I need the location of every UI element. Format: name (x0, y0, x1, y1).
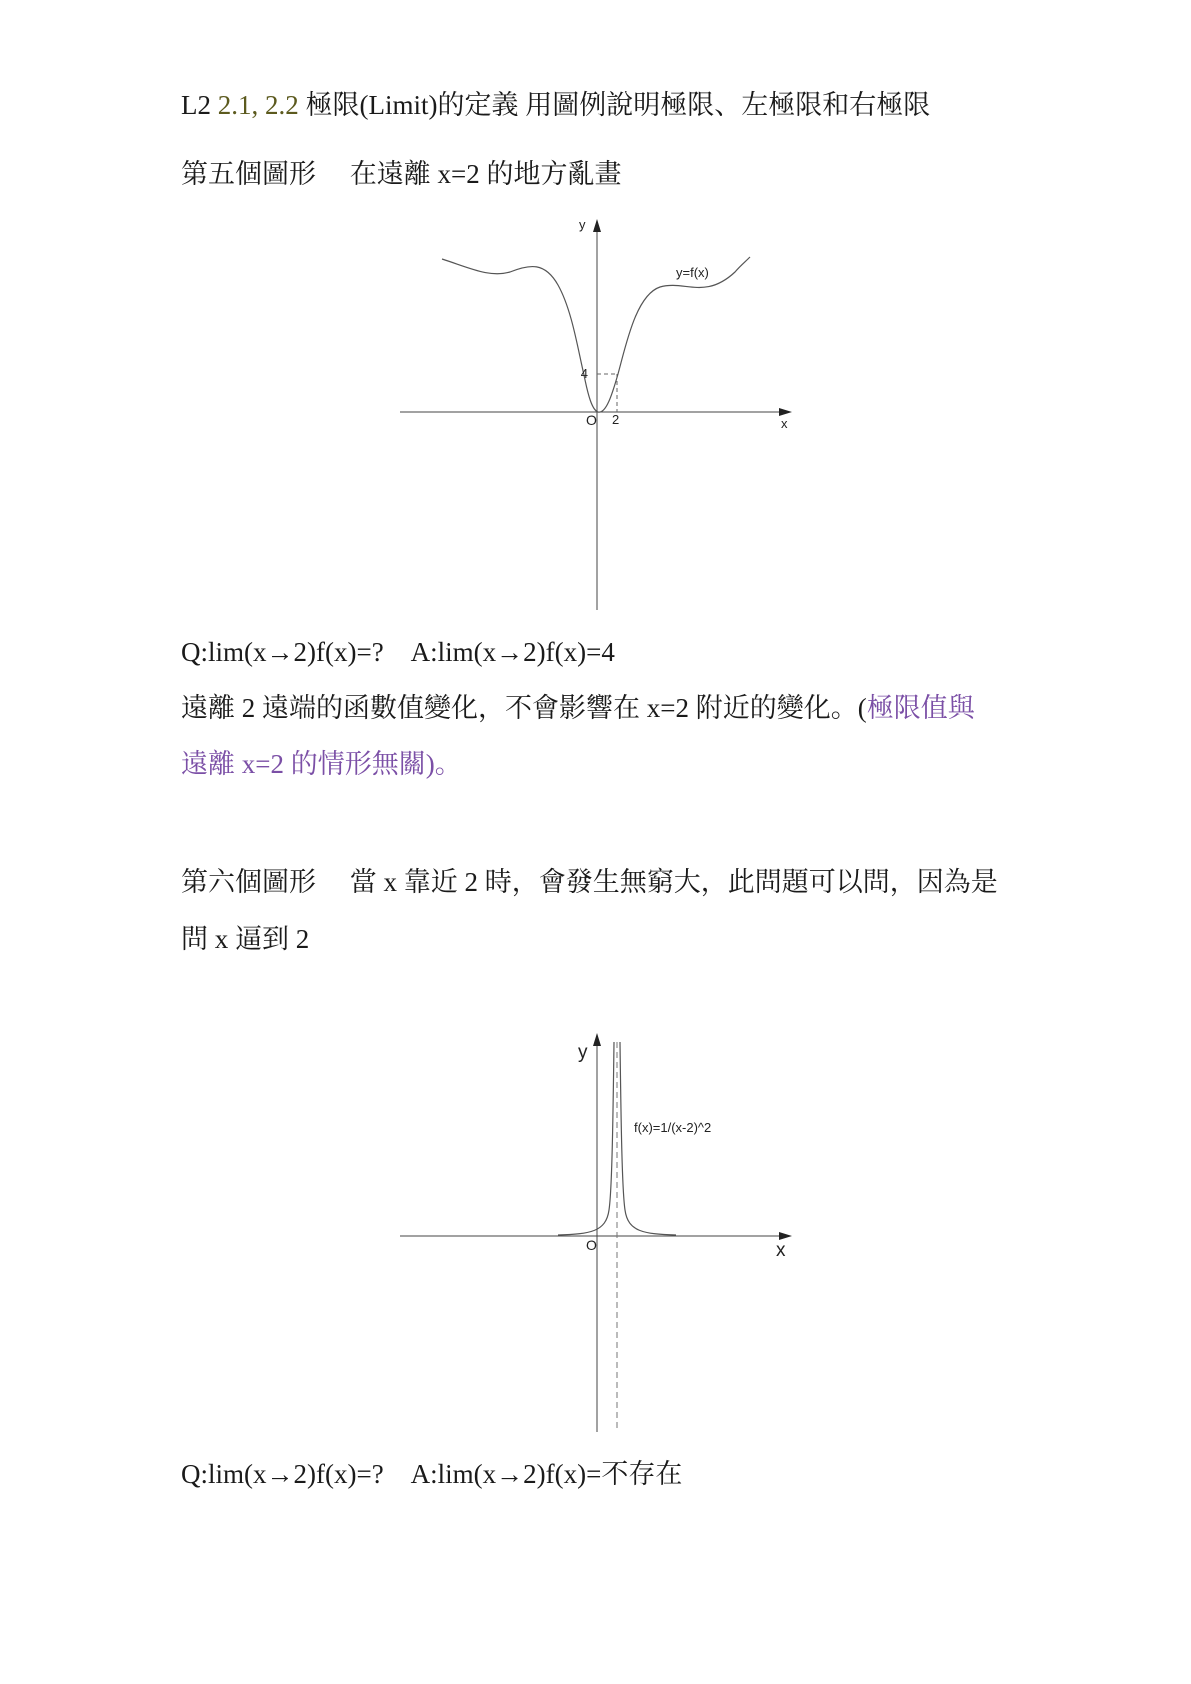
fig5-curve-label: y=f(x) (676, 265, 709, 280)
fig6-heading-1: 第六個圖形 當 x 靠近 2 時，會發生無窮大，此問題可以問，因為是 (181, 867, 998, 897)
fig5-origin-label: O (586, 412, 597, 428)
header-prefix: L2 (181, 90, 211, 120)
fig5-curve (442, 257, 750, 412)
fig6-origin-label: O (586, 1237, 597, 1253)
fig5-tick-y: 4 (580, 366, 588, 381)
fig5-explanation-highlight-1: 極限值與 (866, 693, 975, 723)
fig5-explanation-main: 遠離 2 遠端的函數值變化，不會影響在 x=2 附近的變化。( (181, 693, 867, 723)
fig6-question: Q:lim(x→2)f(x)=? A:lim(x→2)f(x)=不存在 (181, 1459, 683, 1489)
fig6-x-label: x (776, 1240, 786, 1261)
fig5-y-arrow-icon (593, 219, 601, 232)
fig6-x-arrow-icon (779, 1232, 792, 1240)
header-title: 極限(Limit)的定義 用圖例說明極限、左極限和右極限 (305, 90, 931, 120)
fig6-heading-2: 問 x 逼到 2 (181, 924, 310, 954)
header-sections: 2.1, 2.2 (217, 90, 299, 120)
fig6-curve-left (558, 1042, 614, 1235)
fig5-heading: 第五個圖形 在遠離 x=2 的地方亂畫 (181, 159, 622, 189)
fig5-y-label: y (579, 217, 586, 232)
fig6-y-label: y (578, 1042, 588, 1063)
fig6-curve-label: f(x)=1/(x-2)^2 (634, 1120, 712, 1135)
fig5-x-label: x (781, 416, 788, 431)
fig5-explanation-highlight-2: 遠離 x=2 的情形無關)。 (181, 749, 462, 779)
page-header (181, 88, 930, 122)
fig5-explanation (181, 691, 975, 725)
fig5-x-arrow-icon (779, 408, 792, 416)
fig6-curve-right (620, 1042, 676, 1235)
fig5-tick-x: 2 (612, 412, 620, 427)
fig6-y-arrow-icon (593, 1033, 601, 1046)
fig5-question: Q:lim(x→2)f(x)=? A:lim(x→2)f(x)=4 (181, 637, 615, 667)
